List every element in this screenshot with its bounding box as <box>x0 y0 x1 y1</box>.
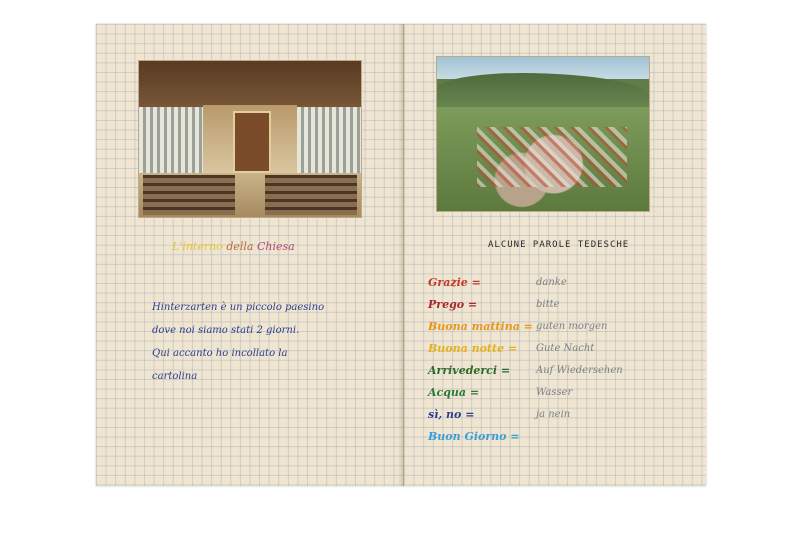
italian-word: sì, no = <box>428 408 475 421</box>
vocab-row <box>428 386 698 408</box>
italian-word: Prego = <box>428 298 478 311</box>
notebook <box>96 24 706 486</box>
paragraph-line: Qui accanto ho incollato la <box>152 348 288 359</box>
german-word: guten morgen <box>536 321 608 332</box>
village-postcard <box>436 56 650 212</box>
vocabulary-heading: ALCUNE PAROLE TEDESCHE <box>488 240 630 250</box>
caption-word-3: Chiesa <box>256 240 295 253</box>
german-word: danke <box>536 277 567 288</box>
italian-word: Grazie = <box>428 276 481 289</box>
left-page <box>96 24 404 486</box>
caption-word-2: della <box>226 240 254 253</box>
vocab-row <box>428 430 698 452</box>
church-pews-left <box>143 175 235 215</box>
paragraph-line: dove noi siamo stati 2 giorni. <box>152 325 300 336</box>
church-wall-right <box>297 107 361 177</box>
italian-word: Arrivederci = <box>428 364 511 377</box>
vocab-row <box>428 408 698 430</box>
postcard-caption <box>172 240 295 253</box>
vocab-row <box>428 342 698 364</box>
german-word: bitte <box>536 299 560 310</box>
paragraph-line: Hinterzarten è un piccolo paesino <box>152 302 325 313</box>
german-word: Gute Nacht <box>536 343 595 354</box>
vocab-row <box>428 298 698 320</box>
village-houses <box>477 127 627 187</box>
italian-word: Buon Giorno = <box>428 430 520 443</box>
german-word: ja nein <box>536 409 571 420</box>
handwritten-paragraph <box>152 296 378 388</box>
caption-word-1: L'interno <box>172 240 223 253</box>
italian-word: Acqua = <box>428 386 480 399</box>
german-word: Auf Wiedersehen <box>536 365 623 376</box>
vocab-row <box>428 320 698 342</box>
italian-word: Buona mattina = <box>428 320 533 333</box>
church-altarpiece <box>233 111 271 173</box>
church-interior-postcard <box>138 60 362 218</box>
church-wall-left <box>139 107 203 177</box>
vocab-row <box>428 276 698 298</box>
german-word: Wasser <box>536 387 573 398</box>
church-pews-right <box>265 175 357 215</box>
right-page <box>404 24 706 486</box>
vocabulary-list <box>428 276 698 452</box>
italian-word: Buona notte = <box>428 342 518 355</box>
vocab-row <box>428 364 698 386</box>
paragraph-line: cartolina <box>152 371 198 382</box>
